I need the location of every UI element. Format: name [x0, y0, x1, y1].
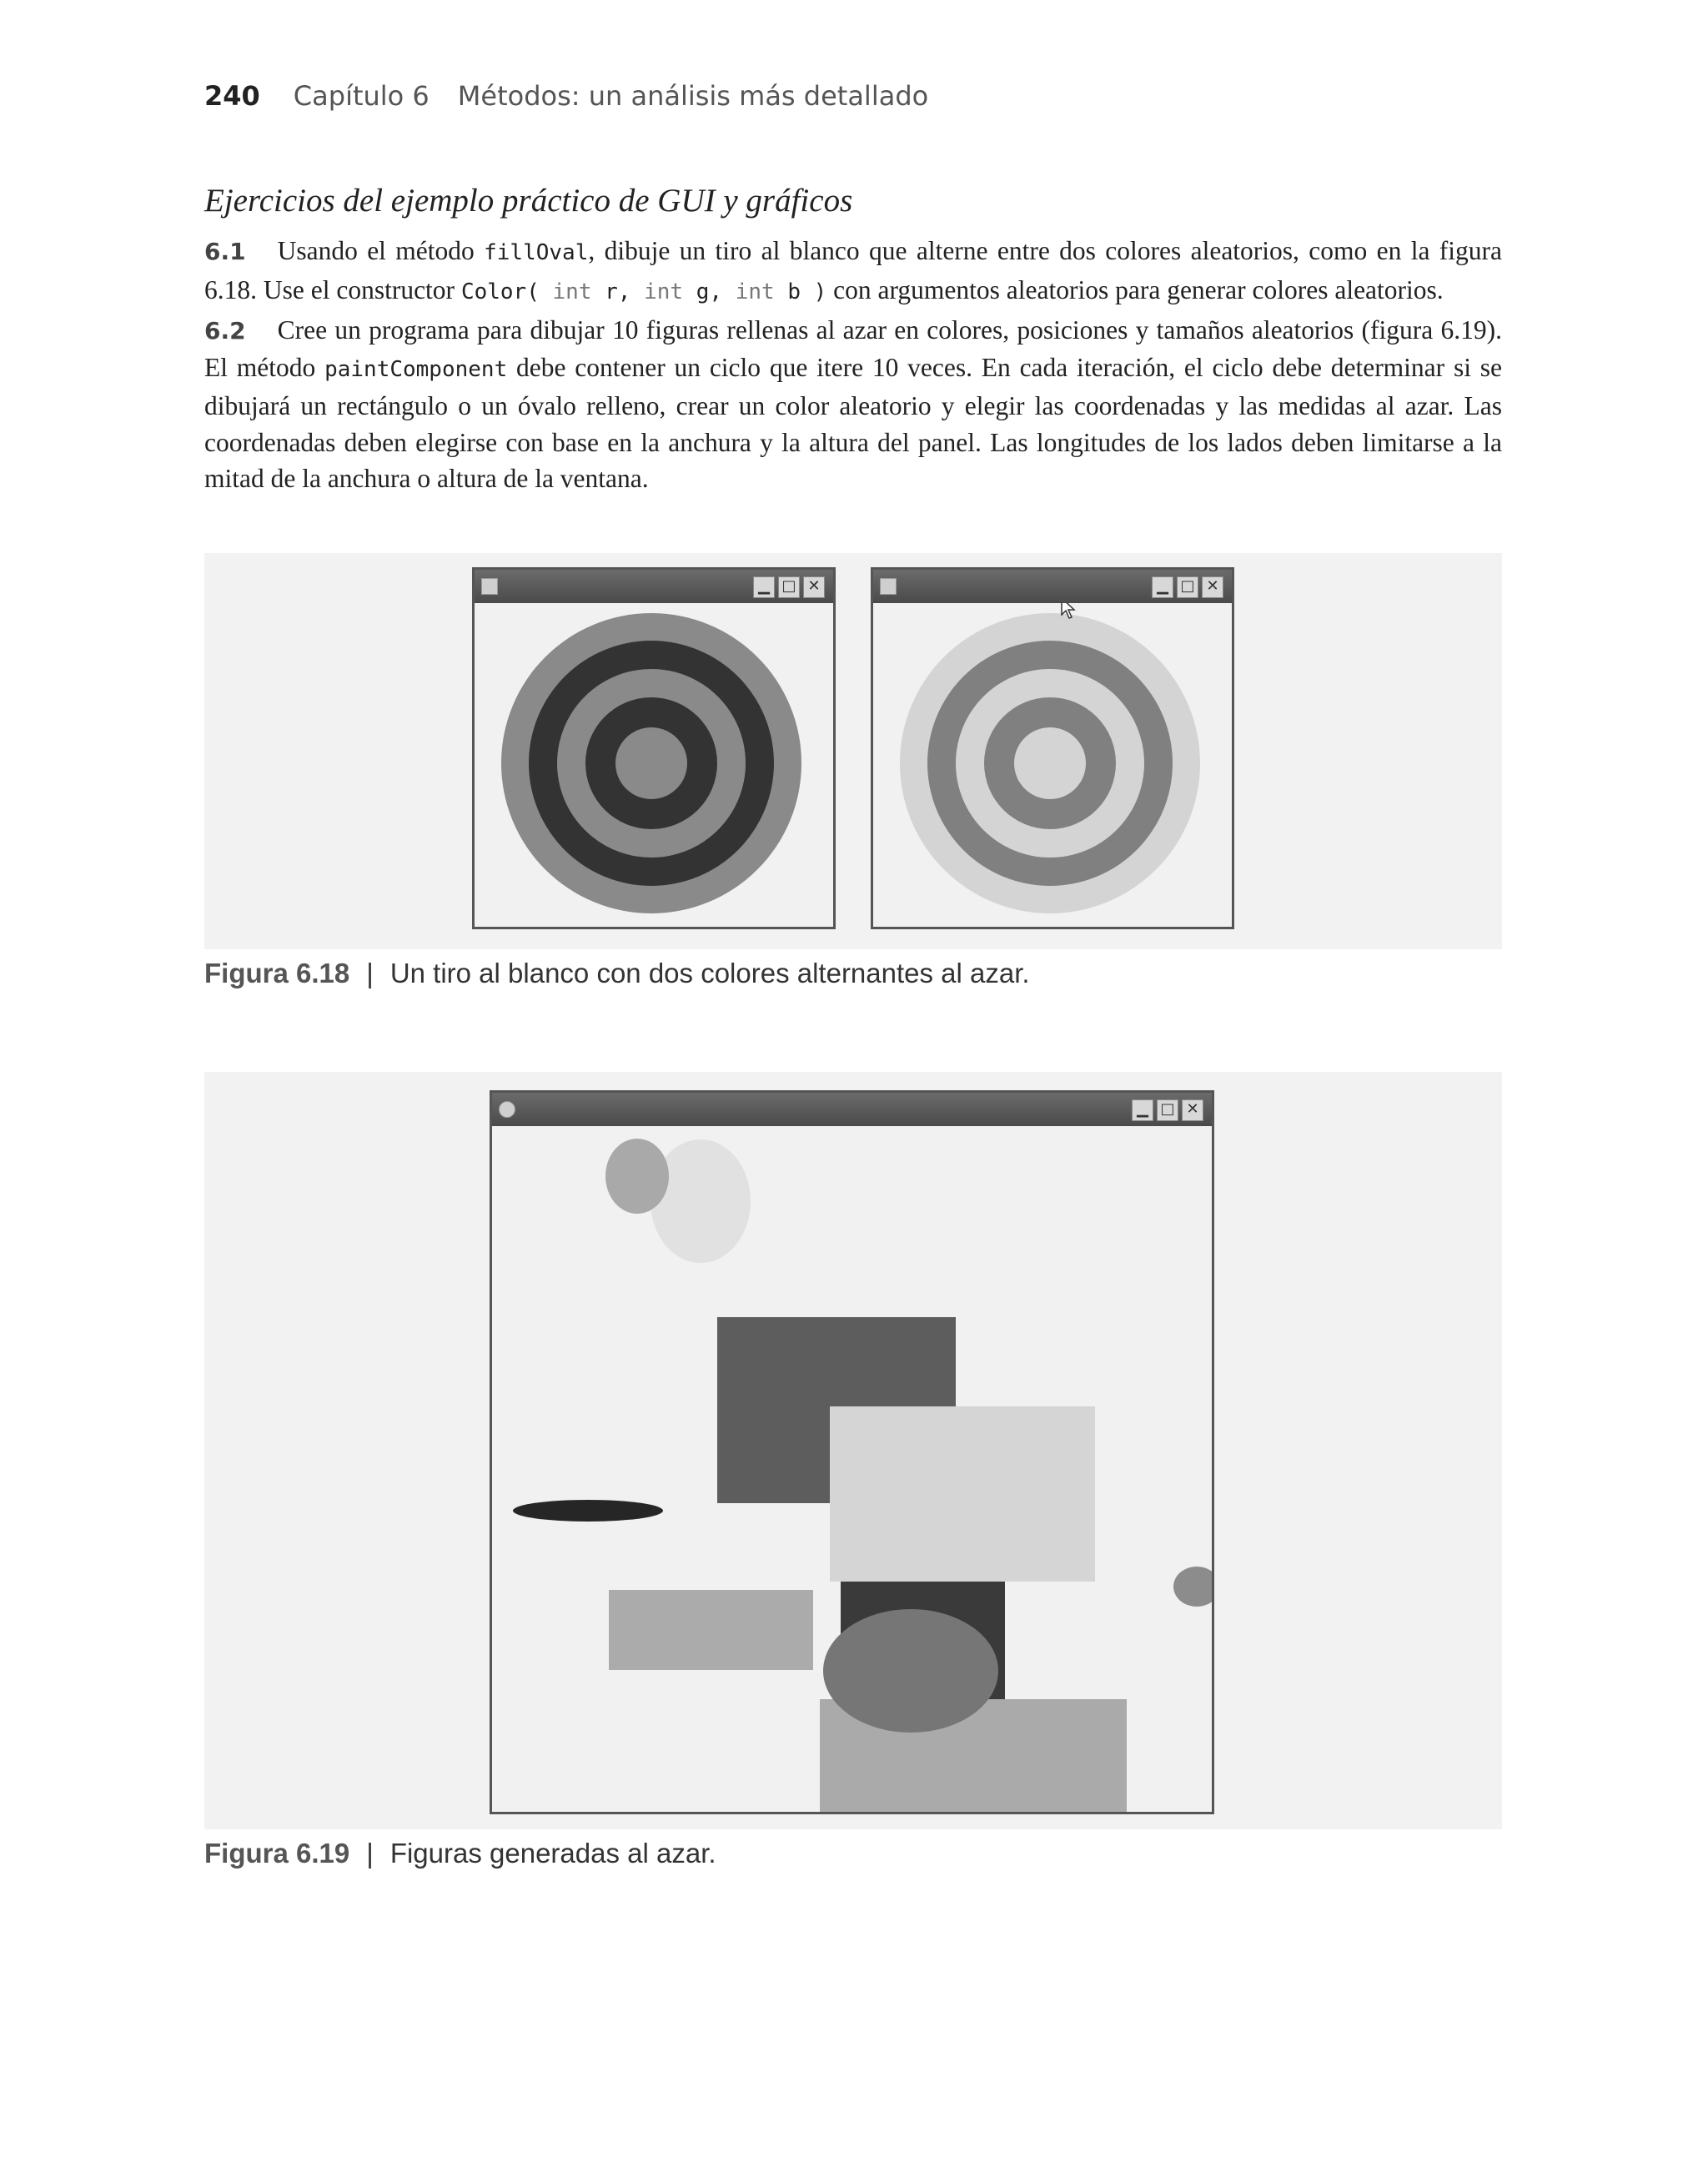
app-icon [481, 578, 498, 595]
shapes-window [490, 1090, 1214, 1814]
exercise-text: , dibuje un tiro al blanco que alterne entre dos colores aleatorios, como en la figura 6.18. Use el constructor [204, 236, 1502, 304]
code-keyword: int [644, 279, 684, 304]
caption-text: Un tiro al blanco con dos colores alternantes al azar. [389, 958, 1030, 988]
exercise-text: con argumentos aleatorios para generar colores aleatorios. [826, 274, 1444, 304]
caption-separator: | [366, 1838, 374, 1869]
caption-text: Figuras generadas al azar. [389, 1838, 716, 1869]
code-token: Color( [460, 279, 540, 304]
exercise-6-1 [204, 233, 1502, 310]
chapter-label: Capítulo 6 [293, 80, 430, 112]
section-title: Ejercicios del ejemplo práctico de GUI y gráficos [204, 183, 853, 219]
figure-caption [204, 1838, 716, 1869]
maximize-icon[interactable]: □ [1177, 576, 1198, 598]
title-bar [873, 570, 1232, 603]
target-canvas [873, 603, 1232, 927]
page-number: 240 [204, 80, 260, 112]
minimize-icon[interactable]: ▁ [753, 576, 775, 598]
chapter-title: Métodos: un análisis más detallado [457, 80, 929, 112]
target-window-2 [871, 567, 1234, 929]
code-token: g, [696, 279, 723, 304]
target-canvas [475, 603, 833, 927]
window-content [475, 603, 833, 927]
exercise-number: 6.1 [204, 238, 246, 265]
code-paintcomponent: paintComponent [324, 356, 508, 382]
title-bar [475, 570, 833, 603]
random-rectangle [609, 1590, 813, 1670]
running-head [204, 80, 928, 112]
code-filloval: fillOval [484, 240, 589, 265]
random-oval [1173, 1567, 1212, 1607]
exercise-text: Usando el método [277, 236, 485, 265]
exercise-6-2 [204, 312, 1502, 497]
figure-6-18 [204, 553, 1502, 949]
app-icon [499, 1101, 515, 1118]
code-token: b ) [787, 279, 827, 304]
caption-separator: | [366, 958, 374, 988]
code-color-constructor [461, 279, 826, 304]
close-icon[interactable]: ✕ [1182, 1099, 1203, 1121]
random-oval [605, 1139, 669, 1214]
figure-label: Figura 6.18 [204, 958, 350, 988]
exercise-number: 6.2 [204, 317, 246, 345]
code-keyword: int [552, 279, 592, 304]
figure-caption [204, 958, 1030, 989]
title-bar [492, 1093, 1212, 1126]
figure-6-19 [204, 1072, 1502, 1829]
target-center [1014, 727, 1086, 799]
random-rectangle [830, 1406, 1095, 1582]
shapes-canvas [492, 1126, 1212, 1812]
close-icon[interactable]: ✕ [803, 576, 825, 598]
app-icon [880, 578, 897, 595]
minimize-icon[interactable]: ▁ [1152, 576, 1173, 598]
exercise-text: debe contener un ciclo que itere 10 veces. En cada iteración, el ciclo debe determinar si se dibujará un rectángulo o un óvalo relleno, crear un color aleatorio y elegir las coordenadas y las medidas al azar. Las coordenadas deben elegirse con base en la anchura y la altura del panel. Las longitudes de los lados deben limitarse a la mitad de la anchura o altura de la ventana. [204, 352, 1502, 493]
close-icon[interactable]: ✕ [1202, 576, 1223, 598]
minimize-icon[interactable]: ▁ [1132, 1099, 1153, 1121]
target-window-1 [472, 567, 836, 929]
figure-label: Figura 6.19 [204, 1838, 350, 1869]
maximize-icon[interactable]: □ [1157, 1099, 1178, 1121]
target-center [615, 727, 687, 799]
random-oval [651, 1139, 751, 1263]
random-oval [823, 1609, 998, 1733]
window-content [492, 1126, 1212, 1812]
exercise-text: Cree un programa para dibujar 10 figuras rellenas al azar en colores, posiciones y tamaños aleatorios (figura 6.19). El método [204, 315, 1502, 382]
window-content [873, 603, 1232, 927]
code-token: r, [605, 279, 631, 304]
code-keyword: int [735, 279, 775, 304]
random-oval [513, 1500, 663, 1522]
maximize-icon[interactable]: □ [778, 576, 800, 598]
